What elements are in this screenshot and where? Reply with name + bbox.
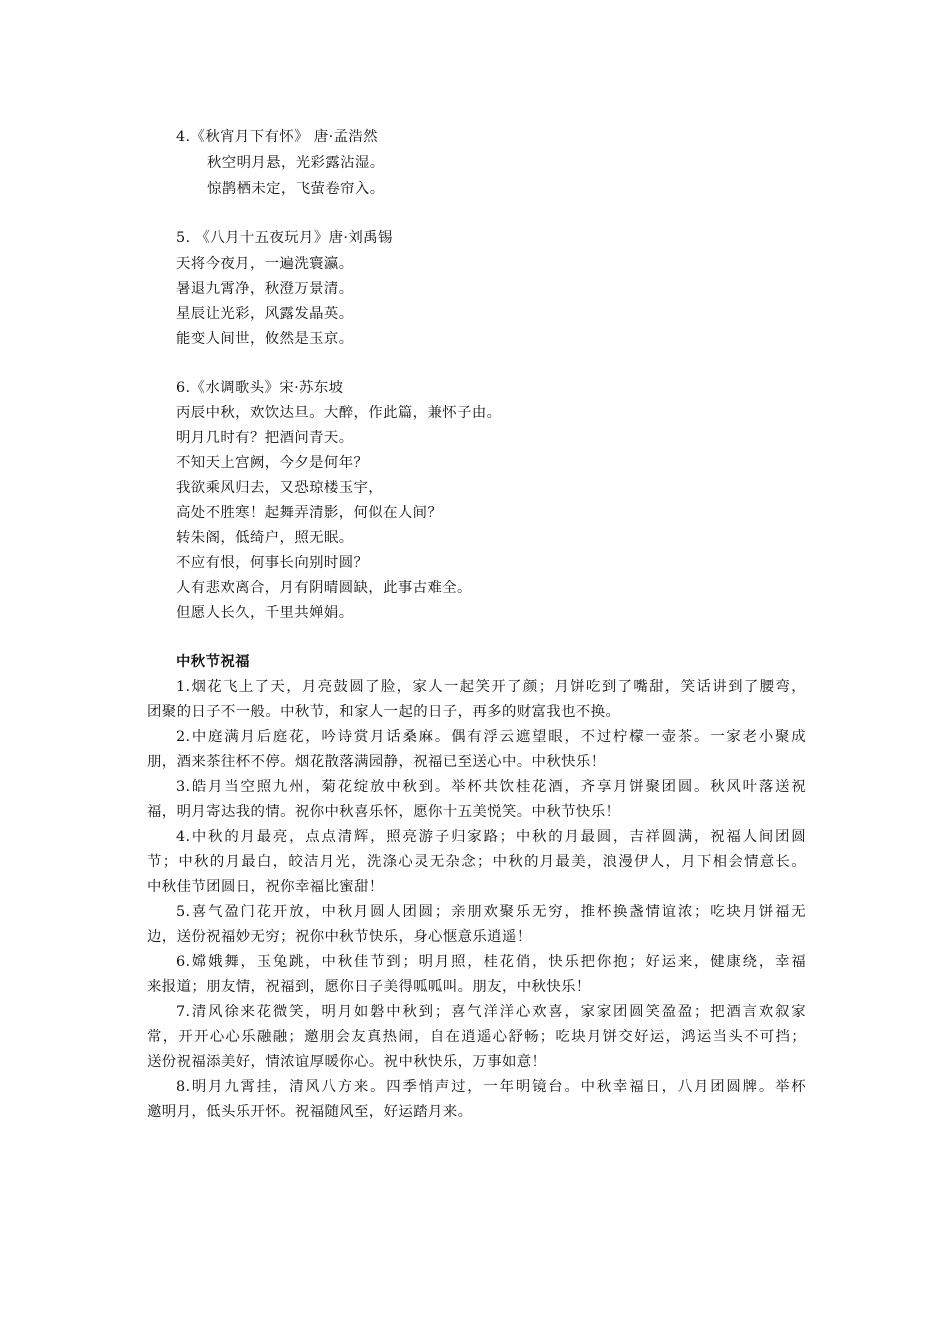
poem-line: 转朱阁，低绮户，照无眠。 bbox=[176, 530, 354, 546]
blessing-line: 福，明月寄达我的情。祝你中秋喜乐怀，愿你十五美悦笑。中秋节快乐！ bbox=[147, 804, 621, 820]
poem-line: 天将今夜月，一遍洗寰瀛。 bbox=[176, 256, 354, 272]
section-heading: 中秋节祝福 bbox=[176, 654, 250, 670]
poem-line: 但愿人长久，千里共婵娟。 bbox=[176, 605, 354, 621]
poem-line: 星辰让光彩，风露发晶英。 bbox=[176, 306, 354, 322]
blessing-line: 7.清风徐来花微笑，明月如磐中秋到；喜气洋洋心欢喜，家家团圆笑盈盈；把酒言欢叙家 bbox=[176, 1004, 806, 1020]
poem-line: 丙辰中秋，欢饮达旦。大醉，作此篇，兼怀子由。 bbox=[176, 405, 502, 421]
poem-line: 能变人间世，攸然是玉京。 bbox=[176, 331, 354, 347]
blessing-line: 5.喜气盈门花开放，中秋月圆人团圆；亲朋欢聚乐无穷，推杯换盏情谊浓；吃块月饼福无 bbox=[176, 904, 806, 920]
poem-line: 高处不胜寒！起舞弄清影，何似在人间？ bbox=[176, 505, 443, 521]
poem-title: 4.《秋宵月下有怀》 唐·孟浩然 bbox=[176, 129, 378, 145]
poem-line: 明月几时有？把酒问青天。 bbox=[176, 430, 354, 446]
poem-line: 暑退九霄净，秋澄万景清。 bbox=[176, 281, 354, 297]
blessing-line: 4.中秋的月最亮，点点清辉，照亮游子归家路；中秋的月最圆，吉祥圆满，祝福人间团圆 bbox=[176, 829, 806, 845]
blessing-line: 节；中秋的月最白，皎洁月光，洗涤心灵无杂念；中秋的月最美，浪漫伊人，月下相会情意长。 bbox=[147, 854, 806, 870]
poem-line: 我欲乘风归去，又恐琼楼玉宇， bbox=[176, 480, 384, 496]
blessing-line: 边，送份祝福妙无穷；祝你中秋节快乐，身心惬意乐逍遥！ bbox=[147, 929, 532, 945]
blessing-line: 6.嫦娥舞，玉兔跳，中秋佳节到；明月照，桂花俏，快乐把你抱；好运来，健康绕，幸福 bbox=[176, 954, 806, 970]
blessing-line: 来报道；朋友情，祝福到，愿你日子美得呱呱叫。朋友，中秋快乐！ bbox=[147, 979, 591, 995]
blessing-line: 送份祝福添美好，情浓谊厚暖你心。祝中秋快乐，万事如意！ bbox=[147, 1054, 547, 1070]
blessing-line: 2.中庭满月后庭花，吟诗赏月话桑麻。偶有浮云遮望眼，不过柠檬一壶茶。一家老小聚成 bbox=[176, 729, 806, 745]
blessing-line: 团聚的日子不一般。中秋节，和家人一起的日子，再多的财富我也不换。 bbox=[147, 704, 621, 720]
blessing-line: 中秋佳节团圆日，祝你幸福比蜜甜！ bbox=[147, 879, 384, 895]
blessing-line: 3.皓月当空照九州，菊花绽放中秋到。举杯共饮桂花酒，齐享月饼聚团圆。秋风叶落送祝 bbox=[176, 779, 806, 795]
poem-line: 不知天上宫阙，今夕是何年？ bbox=[176, 455, 369, 471]
blessing-line: 8.明月九霄挂，清风八方来。四季悄声过，一年明镜台。中秋幸福日，八月团圆牌。举杯 bbox=[176, 1079, 806, 1095]
blessing-line: 常，开开心心乐融融；邀朋会友真热闹，自在逍遥心舒畅；吃块月饼交好运，鸿运当头不可挡； bbox=[147, 1029, 806, 1045]
poem-title: 6.《水调歌头》宋·苏东坡 bbox=[176, 380, 344, 396]
blessing-line: 1.烟花飞上了天，月亮鼓圆了脸，家人一起笑开了颜；月饼吃到了嘴甜，笑话讲到了腰弯， bbox=[176, 679, 806, 695]
poem-title: 5. 《八月十五夜玩月》唐·刘禹锡 bbox=[176, 230, 393, 246]
poem-line: 不应有恨，何事长向别时圆？ bbox=[176, 555, 369, 571]
blessing-line: 朋，酒来茶往杯不停。烟花散落满园静，祝福已至送心中。中秋快乐！ bbox=[147, 754, 606, 770]
poem-line: 惊鹊栖未定，飞萤卷帘入。 bbox=[207, 181, 385, 197]
poem-line: 秋空明月悬，光彩露沾湿。 bbox=[207, 155, 385, 171]
blessing-line: 邀明月，低头乐开怀。祝福随风至，好运踏月来。 bbox=[147, 1104, 473, 1120]
poem-line: 人有悲欢离合，月有阴晴圆缺，此事古难全。 bbox=[176, 580, 472, 596]
